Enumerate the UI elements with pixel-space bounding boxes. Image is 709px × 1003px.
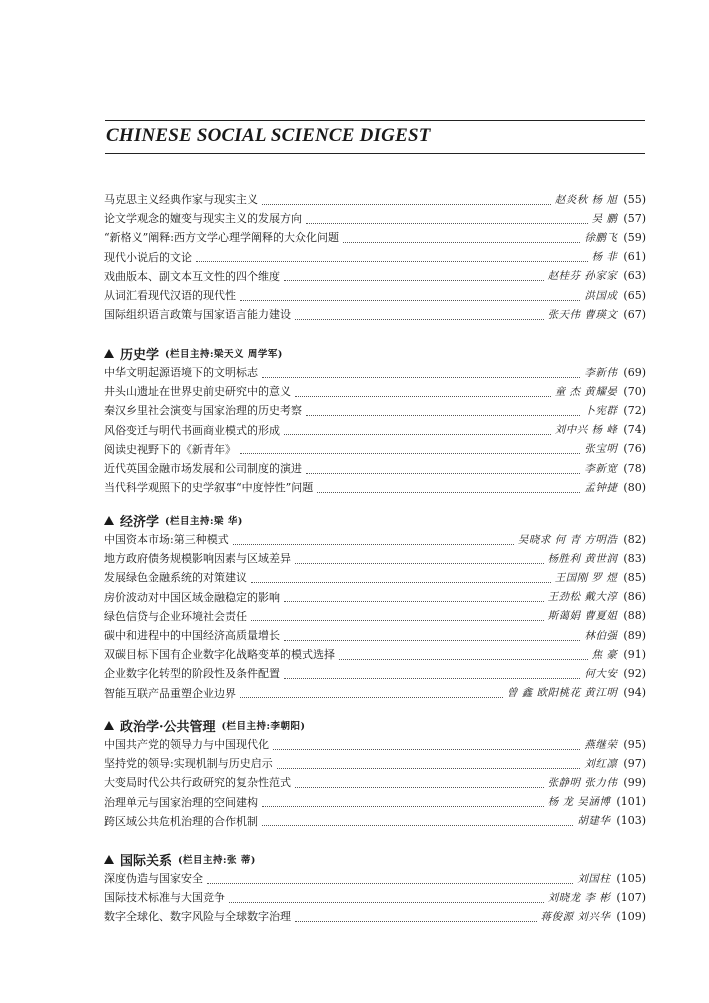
- entry-page-number: (94): [623, 686, 646, 700]
- dot-leader: [207, 873, 573, 884]
- entry-authors: 林伯强: [584, 629, 618, 642]
- triangle-marker-icon: [104, 855, 114, 864]
- entry-page-number: (105): [616, 871, 646, 885]
- dot-leader: [295, 309, 544, 320]
- entry-authors: 张天伟 曹瑛文: [547, 308, 618, 321]
- entry-authors: 吴 鹏: [591, 212, 618, 225]
- entry-title: 近代英国金融市场发展和公司制度的演进: [104, 462, 302, 475]
- toc-entry[interactable]: [104, 304, 646, 324]
- entry-title: 数字全球化、数字风险与全球数字治理: [104, 910, 291, 924]
- dot-leader: [229, 892, 544, 903]
- entry-authors: 焦 豪: [591, 648, 618, 661]
- entry-authors: 刘国柱: [577, 872, 611, 885]
- entry-page-number: (61): [623, 250, 646, 264]
- toc-entry[interactable]: [104, 548, 646, 568]
- entry-authors: 张宝明: [584, 443, 618, 456]
- entry-page-number: (72): [623, 403, 646, 417]
- entry-title: 双碳目标下国有企业数字化战略变革的模式选择: [104, 648, 335, 662]
- entry-title: “新格义”阐释:西方文学心理学阐释的大众化问题: [104, 231, 339, 245]
- section-heading: [104, 715, 306, 735]
- toc-entry[interactable]: [104, 625, 646, 645]
- entry-page-number: (107): [616, 890, 646, 904]
- toc-entry[interactable]: [104, 458, 646, 478]
- entry-page-number: (103): [616, 814, 646, 828]
- dot-leader: [240, 443, 580, 454]
- entry-title: 风俗变迁与明代书画商业模式的形成: [104, 423, 280, 437]
- toc-entry[interactable]: [104, 439, 646, 459]
- entry-authors: 杨胜利 黄世润: [547, 552, 618, 565]
- entry-title: 大变局时代公共行政研究的复杂性范式: [104, 776, 291, 790]
- dot-leader: [306, 463, 580, 474]
- dot-leader: [262, 796, 544, 807]
- dot-leader: [295, 386, 551, 397]
- dot-leader: [284, 270, 544, 281]
- entry-authors: 李新伟: [584, 366, 618, 379]
- dot-leader: [284, 424, 551, 435]
- entry-authors: 赵桂芬 孙家家: [547, 270, 618, 283]
- entry-page-number: (83): [623, 551, 646, 565]
- entry-title: 秦汉乡里社会演变与国家治理的历史考察: [104, 404, 302, 418]
- section-host: (栏目主持:李朝阳): [221, 721, 306, 732]
- toc-entry[interactable]: [104, 285, 646, 305]
- entry-page-number: (89): [623, 628, 646, 642]
- toc-entry[interactable]: [104, 208, 646, 228]
- dot-leader: [233, 534, 514, 545]
- entry-page-number: (82): [623, 532, 646, 546]
- entry-title: 现代小说后的文论: [104, 250, 192, 264]
- toc-entry[interactable]: [104, 420, 646, 440]
- dot-leader: [251, 572, 551, 583]
- toc-entry[interactable]: [104, 734, 646, 754]
- entry-authors: 刘红凛: [584, 757, 618, 770]
- dot-leader: [262, 815, 573, 826]
- toc-entry[interactable]: [104, 792, 646, 812]
- entry-title: 从词汇看现代汉语的现代性: [104, 289, 236, 302]
- toc-entry[interactable]: [104, 663, 646, 683]
- entry-authors: 何大安: [584, 667, 618, 680]
- entry-title: 马克思主义经典作家与现实主义: [104, 193, 258, 206]
- dot-leader: [306, 213, 588, 224]
- entry-title: 中华文明起源语境下的文明标志: [104, 366, 258, 379]
- entry-page-number: (69): [623, 365, 646, 379]
- bottom-rule: [105, 153, 645, 154]
- entry-authors: 曾 鑫 欧阳桃花 黄江明: [506, 687, 618, 700]
- entry-page-number: (74): [623, 423, 646, 437]
- entry-authors: 王劲松 戴大淳: [547, 591, 618, 604]
- dot-leader: [262, 194, 551, 205]
- entry-page-number: (65): [623, 288, 646, 302]
- entry-title: 国际组织语言政策与国家语言能力建设: [104, 308, 291, 322]
- entry-title: 发展绿色金融系统的对策建议: [104, 571, 247, 585]
- entry-page-number: (59): [623, 230, 646, 244]
- dot-leader: [306, 405, 580, 416]
- entry-authors: 杨 龙 吴涵博: [547, 796, 611, 809]
- entry-page-number: (63): [623, 269, 646, 283]
- toc-entry[interactable]: [104, 587, 646, 607]
- toc-entry[interactable]: [104, 772, 646, 792]
- entry-page-number: (78): [623, 461, 646, 475]
- toc-entry[interactable]: [104, 683, 646, 703]
- entry-authors: 李新宽: [584, 462, 618, 475]
- toc-entry[interactable]: [104, 811, 646, 831]
- dot-leader: [251, 610, 544, 621]
- section-heading: [104, 849, 256, 869]
- dot-leader: [240, 687, 503, 698]
- entry-title: 阅读史视野下的《新青年》: [104, 442, 236, 456]
- toc-entry[interactable]: [104, 189, 646, 209]
- dot-leader: [343, 232, 580, 243]
- entry-page-number: (55): [623, 192, 646, 206]
- journal-title: CHINESE SOCIAL SCIENCE DIGEST: [106, 125, 431, 146]
- toc-entry[interactable]: [104, 887, 646, 907]
- entry-page-number: (92): [623, 666, 646, 680]
- toc-entry[interactable]: [104, 906, 646, 926]
- toc-entry[interactable]: [104, 606, 646, 626]
- dot-leader: [339, 649, 588, 660]
- entry-page-number: (70): [623, 384, 646, 398]
- entry-title: 碳中和进程中的中国经济高质量增长: [104, 629, 280, 642]
- entry-title: 房价波动对中国区域金融稳定的影响: [104, 590, 280, 604]
- entry-page-number: (88): [623, 609, 646, 623]
- section-name: 国际关系: [120, 853, 173, 869]
- toc-entry[interactable]: [104, 567, 646, 587]
- toc-entry[interactable]: [104, 529, 646, 549]
- entry-page-number: (101): [616, 795, 646, 809]
- section-host: (栏目主持:梁 华): [165, 516, 243, 527]
- entry-page-number: (91): [623, 647, 646, 661]
- entry-authors: 张静明 张力伟: [547, 776, 618, 789]
- entry-authors: 刘中兴 杨 峰: [554, 424, 618, 437]
- entry-title: 当代科学观照下的史学叙事“中度悖性”问题: [104, 481, 314, 495]
- dot-leader: [284, 668, 580, 679]
- entry-authors: 赵炎秋 杨 旭: [554, 193, 618, 206]
- entry-authors: 孟钟捷: [584, 481, 618, 494]
- entry-authors: 胡建华: [577, 815, 611, 828]
- entry-title: 论文学观念的嬗变与现实主义的发展方向: [104, 212, 302, 226]
- entry-page-number: (76): [623, 442, 646, 456]
- entry-page-number: (99): [623, 775, 646, 789]
- entry-title: 中国共产党的领导力与中国现代化: [104, 738, 269, 751]
- section-host: (栏目主持:梁天义 周学军): [165, 349, 283, 360]
- entry-page-number: (80): [623, 480, 646, 494]
- entry-authors: 卜宪群: [584, 404, 618, 417]
- triangle-marker-icon: [104, 721, 114, 730]
- dot-leader: [273, 739, 580, 750]
- toc-entry[interactable]: [104, 400, 646, 420]
- entry-authors: 徐鹏飞: [584, 231, 618, 244]
- entry-title: 坚持党的领导:实现机制与历史启示: [104, 757, 273, 771]
- entry-title: 治理单元与国家治理的空间建构: [104, 795, 258, 809]
- dot-leader: [284, 591, 544, 602]
- entry-title: 深度伪造与国家安全: [104, 872, 203, 885]
- toc-entry[interactable]: [104, 644, 646, 664]
- entry-authors: 王国刚 罗 煜: [554, 571, 618, 584]
- toc-entry[interactable]: [104, 362, 646, 382]
- entry-title: 智能互联产品重塑企业边界: [104, 686, 236, 700]
- section-host: (栏目主持:张 蒂): [178, 855, 256, 866]
- entry-authors: 童 杰 黄耀晏: [554, 385, 618, 398]
- dot-leader: [295, 911, 537, 922]
- entry-title: 地方政府债务规模影响因素与区域差异: [104, 552, 291, 566]
- entry-title: 井头山遗址在世界史前史研究中的意义: [104, 385, 291, 399]
- toc-entry[interactable]: [104, 266, 646, 286]
- toc-entry[interactable]: [104, 227, 646, 247]
- entry-title: 跨区域公共危机治理的合作机制: [104, 814, 258, 828]
- triangle-marker-icon: [104, 516, 114, 525]
- toc-entry[interactable]: [104, 477, 646, 497]
- entry-title: 戏曲版本、副文本互文性的四个维度: [104, 269, 280, 283]
- entry-page-number: (85): [623, 570, 646, 584]
- top-rule: [105, 120, 645, 121]
- entry-page-number: (95): [623, 737, 646, 751]
- dot-leader: [240, 290, 580, 301]
- entry-authors: 刘晓龙 李 彬: [547, 891, 611, 904]
- toc-entry[interactable]: [104, 381, 646, 401]
- toc-entry[interactable]: [104, 753, 646, 773]
- section-heading: [104, 343, 283, 363]
- section-heading: [104, 510, 243, 530]
- toc-entry[interactable]: [104, 868, 646, 888]
- dot-leader: [277, 758, 581, 769]
- dot-leader: [295, 777, 544, 788]
- entry-page-number: (86): [623, 590, 646, 604]
- section-name: 经济学: [120, 514, 160, 530]
- entry-page-number: (67): [623, 307, 646, 321]
- dot-leader: [284, 630, 580, 641]
- dot-leader: [196, 251, 588, 262]
- triangle-marker-icon: [104, 349, 114, 358]
- entry-title: 中国资本市场:第三种模式: [104, 533, 229, 546]
- entry-page-number: (57): [623, 211, 646, 225]
- entry-authors: 吴晓求 何 青 方明浩: [517, 533, 618, 546]
- entry-title: 企业数字化转型的阶段性及条件配置: [104, 667, 280, 681]
- entry-authors: 蒋俊源 刘兴华: [540, 910, 611, 923]
- toc-entry[interactable]: [104, 247, 646, 267]
- entry-authors: 洪国成: [584, 289, 618, 302]
- dot-leader: [262, 367, 580, 378]
- entry-title: 国际技术标准与大国竞争: [104, 891, 225, 905]
- entry-authors: 燕继荣: [584, 738, 618, 751]
- entry-title: 绿色信贷与企业环境社会责任: [104, 609, 247, 623]
- entry-authors: 斯蔼娟 曹夏姐: [547, 610, 618, 623]
- entry-page-number: (109): [616, 909, 646, 923]
- section-name: 政治学·公共管理: [120, 719, 216, 735]
- section-name: 历史学: [120, 347, 160, 363]
- entry-page-number: (97): [623, 756, 646, 770]
- dot-leader: [317, 482, 580, 493]
- dot-leader: [295, 553, 544, 564]
- entry-authors: 杨 非: [591, 251, 618, 264]
